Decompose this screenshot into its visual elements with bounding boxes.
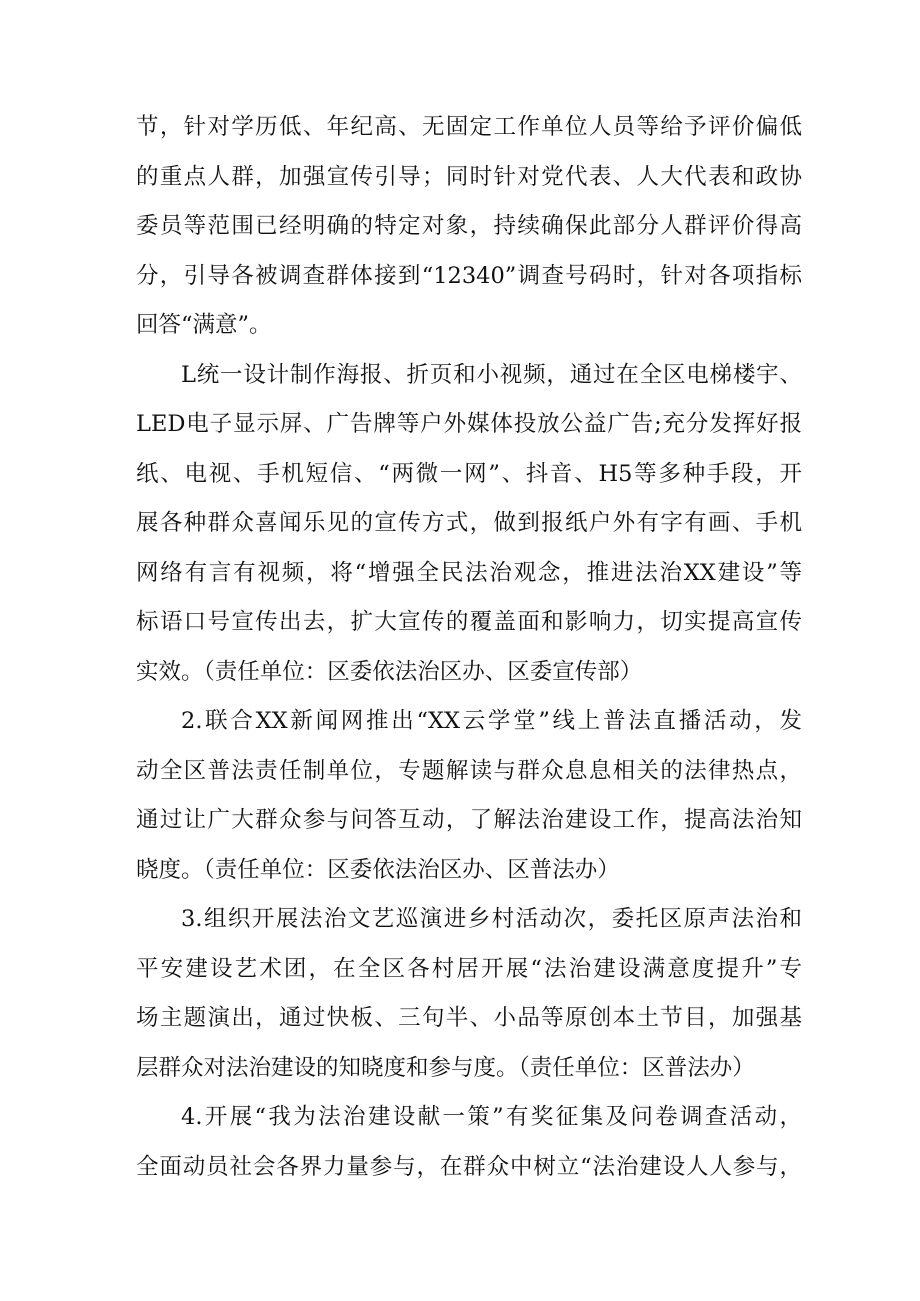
text-line: 标语口号宣传出去，扩大宣传的覆盖面和影响力，切实提高宣传 <box>136 609 802 635</box>
paragraph-item-4 <box>136 1093 802 1192</box>
text-line: 场主题演出，通过快板、三句半、小品等原创本土节目，加强基 <box>136 1005 802 1031</box>
text-line: 委员等范围已经明确的特定对象，持续确保此部分人群评价得高 <box>136 213 802 239</box>
text-line: 的重点人群，加强宣传引导；同时针对党代表、人大代表和政协 <box>136 163 802 190</box>
text-line: 层群众对法治建设的知晓度和参与度。（责任单位：区普法办） <box>136 1054 755 1081</box>
text-line: 平安建设艺术团，在全区各村居开展“法治建设满意度提升”专 <box>136 955 802 982</box>
text-line: 全面动员社会各界力量参与，在群众中树立“法治建设人人参与， <box>136 1153 802 1180</box>
text-line: 晓度。（责任单位：区委依法治区办、区普法办） <box>136 856 620 883</box>
text-line: 实效。（责任单位：区委依法治区办、区委宣传部） <box>136 658 643 685</box>
text-line: 3.组织开展法治文艺巡演进乡村活动次，委托区原声法治和 <box>181 906 802 932</box>
document-body <box>136 103 802 1192</box>
text-line: 通过让广大群众参与问答互动，了解法治建设工作，提高法治知 <box>136 807 802 833</box>
text-line: L统一设计制作海报、折页和小视频，通过在全区电梯楼宇、 <box>181 361 802 388</box>
text-line: 展各种群众喜闻乐见的宣传方式，做到报纸户外有字有画、手机 <box>136 510 802 536</box>
text-line: 分，引导各被调查群体接到“12340”调查号码时，针对各项指标 <box>136 262 802 289</box>
text-line: LED电子显示屏、广告牌等户外媒体投放公益广告;充分发挥好报 <box>136 411 802 437</box>
text-line: 4.开展“我为法治建设献一策”有奖征集及问卷调查活动， <box>181 1104 802 1130</box>
text-line: 回答“满意”。 <box>136 312 272 338</box>
paragraph-item-2 <box>136 697 802 895</box>
text-line: 纸、电视、手机短信、“两微一网”、抖音、H5等多种手段，开 <box>136 460 802 487</box>
paragraph-item-3 <box>136 895 802 1093</box>
text-line: 节，针对学历低、年纪高、无固定工作单位人员等给予评价偏低 <box>136 114 802 140</box>
text-line: 网络有言有视频，将“增强全民法治观念，推进法治XX建设”等 <box>136 559 802 586</box>
paragraph-item-1 <box>136 351 802 698</box>
text-line: 2.联合XX新闻网推出“XX云学堂”线上普法直播活动，发 <box>181 708 802 734</box>
text-line: 动全区普法责任制单位，专题解读与群众息息相关的法律热点， <box>136 757 802 784</box>
paragraph-evaluation-groups <box>136 103 802 351</box>
